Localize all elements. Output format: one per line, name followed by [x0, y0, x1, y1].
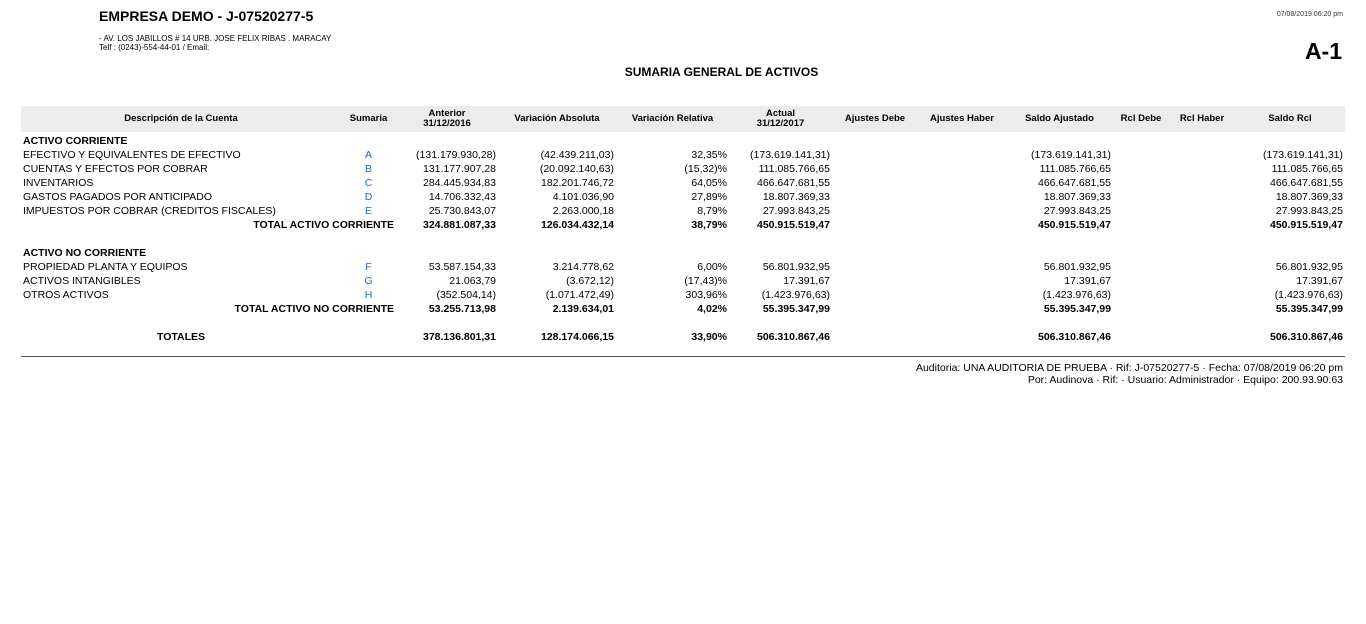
- sumaria-code-link[interactable]: B: [364, 163, 372, 175]
- cell-saldo-ajustado: (173.619.141,31): [1031, 149, 1111, 161]
- cell-saldo-rcl: 466.647.681,55: [1270, 177, 1343, 189]
- section-title: ACTIVO CORRIENTE: [23, 135, 128, 147]
- cell-ajustes-debe: [832, 176, 918, 190]
- audit-footer: [916, 362, 1343, 386]
- total-anterior: 53.255.713,98: [428, 303, 496, 315]
- cell-var-abs: (3.672,12): [566, 275, 614, 287]
- total-ajustes-haber: [918, 218, 1006, 232]
- company-name: EMPRESA DEMO - J-07520277-5: [99, 8, 314, 24]
- section-total-row: [21, 302, 1345, 316]
- col-saldo-ajustado: Saldo Ajustado: [1006, 106, 1113, 132]
- divider-line: [21, 344, 1345, 357]
- cell-rcl-haber: [1169, 260, 1235, 274]
- col-saldo-rcl: Saldo Rcl: [1235, 106, 1345, 132]
- report-code: A-1: [1304, 38, 1342, 64]
- grand-total-actual: 506.310.867,46: [757, 331, 830, 343]
- cell-var-rel: 32,35%: [691, 149, 727, 161]
- cell-anterior: (131.179.930,28): [416, 149, 496, 161]
- cell-var-rel: (15,32)%: [684, 163, 727, 175]
- sumaria-code-link[interactable]: C: [364, 177, 373, 189]
- cell-rcl-debe: [1113, 190, 1169, 204]
- cell-saldo-rcl: 17.391,67: [1296, 275, 1343, 287]
- spacer-cell: [21, 232, 1345, 246]
- cell-saldo-ajustado: 27.993.843,25: [1043, 205, 1111, 217]
- cell-ajustes-debe: [832, 274, 918, 288]
- cell-saldo-ajustado: 18.807.369,33: [1043, 191, 1111, 203]
- grand-total-anterior: 378.136.801,31: [423, 331, 496, 343]
- cell-ajustes-haber: [918, 274, 1006, 288]
- table-row: [21, 148, 1345, 162]
- cell-var-abs: 3.214.778,62: [552, 261, 614, 273]
- cell-rcl-haber: [1169, 176, 1235, 190]
- cell-anterior: 21.063,79: [449, 275, 496, 287]
- cell-var-rel: 303,96%: [685, 289, 727, 301]
- cell-ajustes-haber: [918, 176, 1006, 190]
- cell-ajustes-debe: [832, 190, 918, 204]
- cell-rcl-haber: [1169, 274, 1235, 288]
- cell-actual: 466.647.681,55: [757, 177, 830, 189]
- section-title: ACTIVO NO CORRIENTE: [23, 247, 147, 259]
- col-ajustes-debe: Ajustes Debe: [832, 106, 918, 132]
- cell-actual: 111.085.766,65: [758, 163, 830, 175]
- total-rcl-debe: [1113, 218, 1169, 232]
- cell-var-rel: 27,89%: [691, 191, 727, 203]
- row-description: PROPIEDAD PLANTA Y EQUIPOS: [23, 261, 188, 273]
- sumaria-code-link[interactable]: D: [364, 191, 373, 203]
- total-saldo-rcl: 450.915.519,47: [1270, 219, 1343, 231]
- grand-total-label: TOTALES: [156, 331, 206, 343]
- total-rcl-haber: [1169, 218, 1235, 232]
- cell-rcl-haber: [1169, 190, 1235, 204]
- col-rcl-haber: Rcl Haber: [1169, 106, 1235, 132]
- row-description: OTROS ACTIVOS: [23, 289, 109, 301]
- total-actual: 55.395.347,99: [762, 303, 830, 315]
- cell-var-rel: 64,05%: [691, 177, 727, 189]
- col-rcl-debe: Rcl Debe: [1113, 106, 1169, 132]
- cell-anterior: 131.177.907,28: [423, 163, 496, 175]
- cell-rcl-haber: [1169, 148, 1235, 162]
- row-description: INVENTARIOS: [23, 177, 94, 189]
- cell-anterior: 284.445.934,83: [423, 177, 496, 189]
- grand-total-var-rel: 33,90%: [691, 331, 727, 343]
- cell-rcl-debe: [1113, 274, 1169, 288]
- cell-var-rel: (17,43)%: [684, 275, 727, 287]
- table-row: [21, 176, 1345, 190]
- total-saldo-ajustado: 450.915.519,47: [1038, 219, 1111, 231]
- sumaria-code-link[interactable]: H: [364, 289, 373, 301]
- print-datetime: 07/08/2019 06:20 pm: [1276, 11, 1343, 18]
- cell-ajustes-haber: [918, 288, 1006, 302]
- table-row: [21, 204, 1345, 218]
- table-header-row: [21, 106, 1345, 132]
- col-var-rel: Variación Relativa: [616, 106, 729, 132]
- col-descripcion: Descripción de la Cuenta: [21, 106, 341, 132]
- cell-saldo-ajustado: 17.391,67: [1064, 275, 1111, 287]
- cell-var-abs: (42.439.211,03): [540, 149, 614, 161]
- cell-ajustes-debe: [832, 162, 918, 176]
- cell-rcl-debe: [1113, 204, 1169, 218]
- cell-rcl-debe: [1113, 162, 1169, 176]
- grand-total-saldo-ajustado: 506.310.867,46: [1038, 331, 1111, 343]
- row-description: CUENTAS Y EFECTOS POR COBRAR: [23, 163, 208, 175]
- cell-ajustes-debe: [832, 204, 918, 218]
- total-var-abs: 2.139.634,01: [552, 303, 614, 315]
- cell-anterior: (352.504,14): [436, 289, 496, 301]
- spacer-cell: [21, 316, 1345, 330]
- cell-var-abs: 182.201.746,72: [541, 177, 614, 189]
- cell-rcl-debe: [1113, 176, 1169, 190]
- address-line: - AV. LOS JABILLOS # 14 URB. JOSE FELIX RIBAS . MARACAY: [99, 34, 332, 43]
- col-var-abs: Variación Absoluta: [498, 106, 616, 132]
- grand-total-rcl-debe: [1113, 330, 1169, 344]
- col-anterior: [396, 106, 498, 132]
- grand-total-saldo-rcl: 506.310.867,46: [1270, 331, 1343, 343]
- table-row: [21, 274, 1345, 288]
- grand-total-sumaria: [341, 330, 396, 344]
- total-saldo-rcl: 55.395.347,99: [1275, 303, 1343, 315]
- total-ajustes-haber: [918, 302, 1006, 316]
- total-rcl-debe: [1113, 302, 1169, 316]
- col-actual: [729, 106, 832, 132]
- total-label: TOTAL ACTIVO NO CORRIENTE: [234, 303, 394, 315]
- cell-saldo-rcl: 111.085.766,65: [1271, 163, 1343, 175]
- cell-rcl-haber: [1169, 162, 1235, 176]
- cell-saldo-ajustado: 466.647.681,55: [1038, 177, 1111, 189]
- total-var-abs: 126.034.432,14: [541, 219, 614, 231]
- grand-total-ajustes-haber: [918, 330, 1006, 344]
- cell-rcl-debe: [1113, 260, 1169, 274]
- row-description: IMPUESTOS POR COBRAR (CREDITOS FISCALES): [23, 205, 276, 217]
- divider-row: [21, 344, 1345, 357]
- report-title: SUMARIA GENERAL DE ACTIVOS: [624, 65, 819, 79]
- cell-rcl-debe: [1113, 148, 1169, 162]
- cell-saldo-rcl: 18.807.369,33: [1275, 191, 1343, 203]
- cell-ajustes-haber: [918, 204, 1006, 218]
- col-actual-date: 31/12/2017: [756, 118, 805, 129]
- assets-summary-table: [21, 106, 1345, 357]
- col-sumaria: Sumaria: [341, 106, 396, 132]
- cell-anterior: 25.730.843,07: [428, 205, 496, 217]
- spacer-row: [21, 316, 1345, 330]
- cell-rcl-haber: [1169, 288, 1235, 302]
- table-row: [21, 190, 1345, 204]
- audit-user-line: Por: Audinova · Rif: · Usuario: Administrador · Equipo: 200.93.90.63: [1027, 374, 1343, 386]
- cell-actual: 56.801.932,95: [762, 261, 830, 273]
- section-header-row: [21, 132, 1345, 148]
- table-row: [21, 260, 1345, 274]
- cell-actual: 27.993.843,25: [762, 205, 830, 217]
- total-ajustes-debe: [832, 302, 918, 316]
- cell-var-abs: 2.263.000,18: [552, 205, 614, 217]
- cell-var-abs: (20.092.140,63): [539, 163, 614, 175]
- col-ajustes-haber: Ajustes Haber: [918, 106, 1006, 132]
- grand-total-var-abs: 128.174.066,15: [541, 331, 614, 343]
- cell-var-rel: 6,00%: [697, 261, 727, 273]
- cell-ajustes-haber: [918, 260, 1006, 274]
- cell-anterior: 14.706.332,43: [428, 191, 496, 203]
- phone-line: Telf : (0243)-554-44-01 / Email:: [99, 43, 210, 52]
- cell-ajustes-debe: [832, 288, 918, 302]
- cell-actual: 17.391,67: [783, 275, 830, 287]
- cell-actual: (173.619.141,31): [750, 149, 830, 161]
- col-anterior-label: Anterior: [428, 108, 466, 119]
- cell-var-abs: 4.101.036,90: [552, 191, 614, 203]
- cell-saldo-rcl: (173.619.141,31): [1263, 149, 1343, 161]
- total-label: TOTAL ACTIVO CORRIENTE: [253, 219, 394, 231]
- row-description: GASTOS PAGADOS POR ANTICIPADO: [23, 191, 213, 203]
- company-address: [99, 34, 331, 52]
- cell-var-abs: (1.071.472,49): [545, 289, 614, 301]
- sumaria-code-link[interactable]: F: [365, 261, 372, 273]
- cell-ajustes-haber: [918, 190, 1006, 204]
- cell-ajustes-haber: [918, 162, 1006, 176]
- cell-saldo-rcl: 27.993.843,25: [1275, 205, 1343, 217]
- cell-saldo-ajustado: (1.423.976,63): [1042, 289, 1111, 301]
- table-row: [21, 162, 1345, 176]
- cell-ajustes-haber: [918, 148, 1006, 162]
- row-description: ACTIVOS INTANGIBLES: [23, 275, 141, 287]
- total-saldo-ajustado: 55.395.347,99: [1043, 303, 1111, 315]
- total-actual: 450.915.519,47: [757, 219, 830, 231]
- grand-total-row: [21, 330, 1345, 344]
- total-rcl-haber: [1169, 302, 1235, 316]
- grand-total-ajustes-debe: [832, 330, 918, 344]
- sumaria-code-link[interactable]: G: [364, 275, 373, 287]
- col-actual-label: Actual: [765, 108, 796, 119]
- cell-actual: (1.423.976,63): [761, 289, 830, 301]
- row-description: EFECTIVO Y EQUIVALENTES DE EFECTIVO: [23, 149, 241, 161]
- section-header-row: [21, 246, 1345, 260]
- cell-saldo-ajustado: 56.801.932,95: [1043, 261, 1111, 273]
- cell-saldo-ajustado: 111.085.766,65: [1039, 163, 1111, 175]
- spacer-row: [21, 232, 1345, 246]
- grand-total-rcl-haber: [1169, 330, 1235, 344]
- cell-ajustes-debe: [832, 260, 918, 274]
- total-ajustes-debe: [832, 218, 918, 232]
- total-anterior: 324.881.087,33: [423, 219, 496, 231]
- audit-info-line: Auditoria: UNA AUDITORIA DE PRUEBA · Rif: J-07520277-5 · Fecha: 07/08/2019 06:20 pm: [915, 362, 1343, 374]
- cell-anterior: 53.587.154,33: [428, 261, 496, 273]
- total-var-rel: 38,79%: [691, 219, 727, 231]
- section-total-row: [21, 218, 1345, 232]
- sumaria-code-link[interactable]: A: [364, 149, 372, 161]
- cell-var-rel: 8,79%: [697, 205, 727, 217]
- cell-saldo-rcl: 56.801.932,95: [1275, 261, 1343, 273]
- col-anterior-date: 31/12/2016: [423, 118, 471, 129]
- cell-rcl-haber: [1169, 204, 1235, 218]
- table-row: [21, 288, 1345, 302]
- cell-rcl-debe: [1113, 288, 1169, 302]
- total-var-rel: 4,02%: [697, 303, 727, 315]
- cell-actual: 18.807.369,33: [762, 191, 830, 203]
- sumaria-code-link[interactable]: E: [364, 205, 372, 217]
- cell-ajustes-debe: [832, 148, 918, 162]
- cell-saldo-rcl: (1.423.976,63): [1274, 289, 1343, 301]
